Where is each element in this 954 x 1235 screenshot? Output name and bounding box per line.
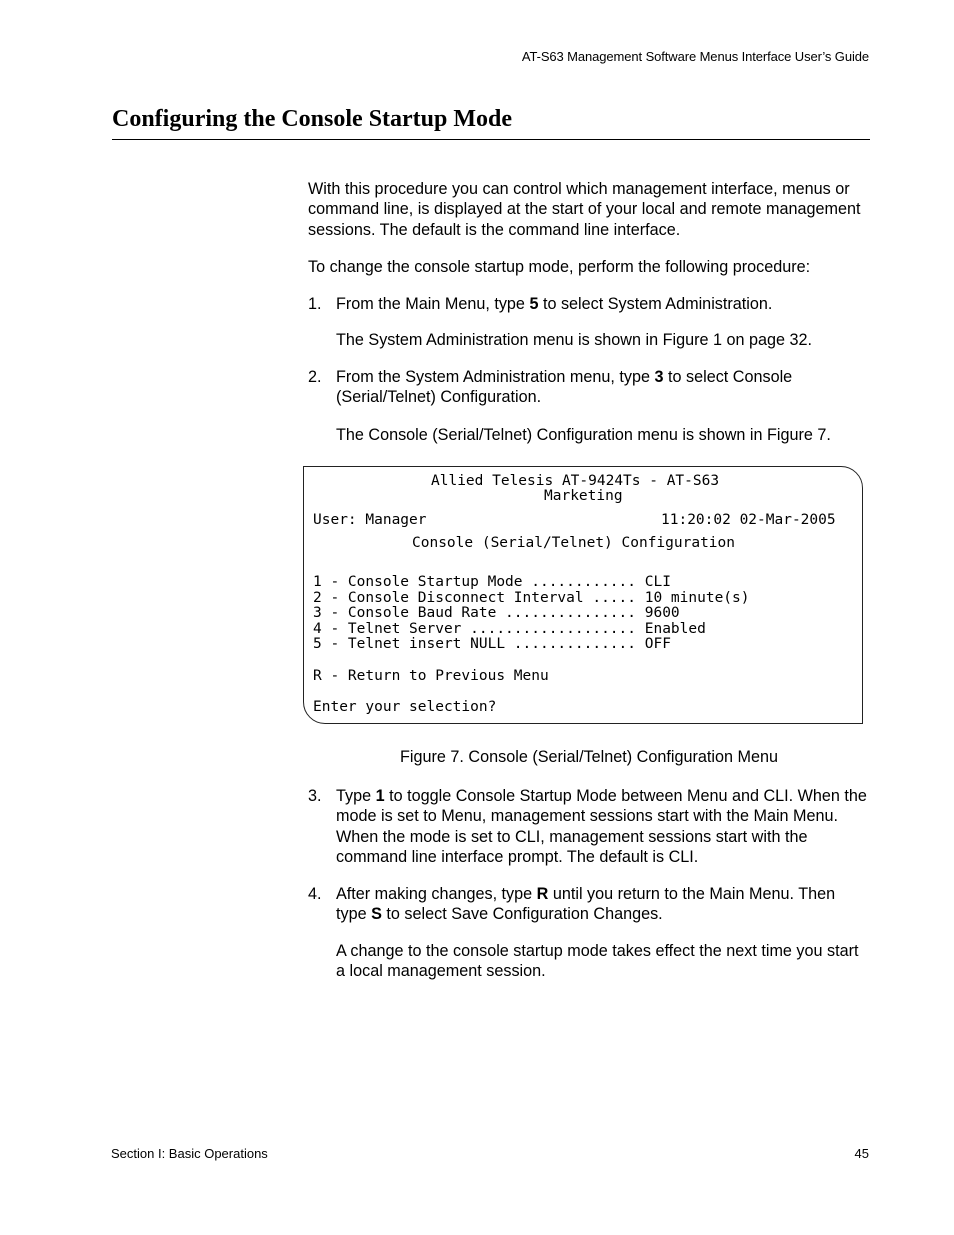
step-number: 4.	[308, 885, 322, 903]
menu-option-return: R - Return to Previous Menu	[313, 668, 549, 684]
key-label: 5	[529, 295, 539, 313]
terminal-user: User: Manager	[313, 512, 427, 528]
title-rule	[112, 139, 870, 140]
page-number: 45	[854, 1146, 869, 1161]
figure-caption: Figure 7. Console (Serial/Telnet) Configuration Menu	[400, 748, 778, 766]
menu-option-2: 2 - Console Disconnect Interval ..... 10 minute(s)	[313, 590, 750, 606]
terminal-location: Marketing	[544, 488, 623, 504]
key-label: R	[536, 885, 549, 903]
terminal-menu-title: Console (Serial/Telnet) Configuration	[412, 535, 736, 551]
menu-option-5: 5 - Telnet insert NULL .............. OFF	[313, 636, 671, 652]
key-label: 3	[654, 368, 664, 386]
step-number: 2.	[308, 368, 322, 386]
key-label: S	[371, 905, 382, 924]
step-number: 1.	[308, 295, 322, 313]
section-title: Configuring the Console Startup Mode	[112, 106, 513, 132]
menu-option-4: 4 - Telnet Server ................... Enabled	[313, 621, 706, 637]
terminal-prompt: Enter your selection?	[313, 699, 497, 715]
terminal-device-name: Allied Telesis AT-9424Ts - AT-S63	[431, 473, 720, 489]
key-label: 1	[375, 787, 385, 805]
terminal-datetime: 11:20:02 02-Mar-2005	[661, 512, 836, 528]
step-text: From the Main Menu, type 5 to select System Administration.	[336, 295, 773, 313]
step-4-note: A change to the console startup mode takes effect the next time you start a local management session.	[336, 942, 859, 981]
step-2-note: The Console (Serial/Telnet) Configuration menu is shown in Figure 7.	[336, 426, 831, 444]
intro-paragraph: With this procedure you can control which management interface, menus or command line, is displayed at the start of your local and remote management sessions. The default is the command line interface.	[308, 180, 861, 239]
step-text: Type 1 to toggle Console Startup Mode between Menu and CLI. When the mode is set to Menu, management sessions start with the Main Menu. When the mode is set to CLI, management sessions start with the command line interface prompt. The default is CLI.	[336, 787, 867, 866]
step-1-note: The System Administration menu is shown in Figure 1 on page 32.	[336, 331, 812, 349]
step-text: From the System Administration menu, type 3 to select Console (Serial/Telnet) Configuration.	[336, 368, 793, 407]
step-text: After making changes, type R until you return to the Main Menu. Then type S to select Save Configuration Changes.	[336, 885, 836, 924]
menu-option-3: 3 - Console Baud Rate ............... 9600	[313, 605, 680, 621]
footer-section: Section I: Basic Operations	[111, 1146, 268, 1161]
menu-option-1: 1 - Console Startup Mode ............ CLI	[313, 574, 671, 590]
console-config-screen	[303, 466, 863, 724]
running-header: AT-S63 Management Software Menus Interface User’s Guide	[521, 49, 869, 64]
step-number: 3.	[308, 787, 322, 805]
procedure-intro: To change the console startup mode, perform the following procedure:	[308, 258, 811, 276]
